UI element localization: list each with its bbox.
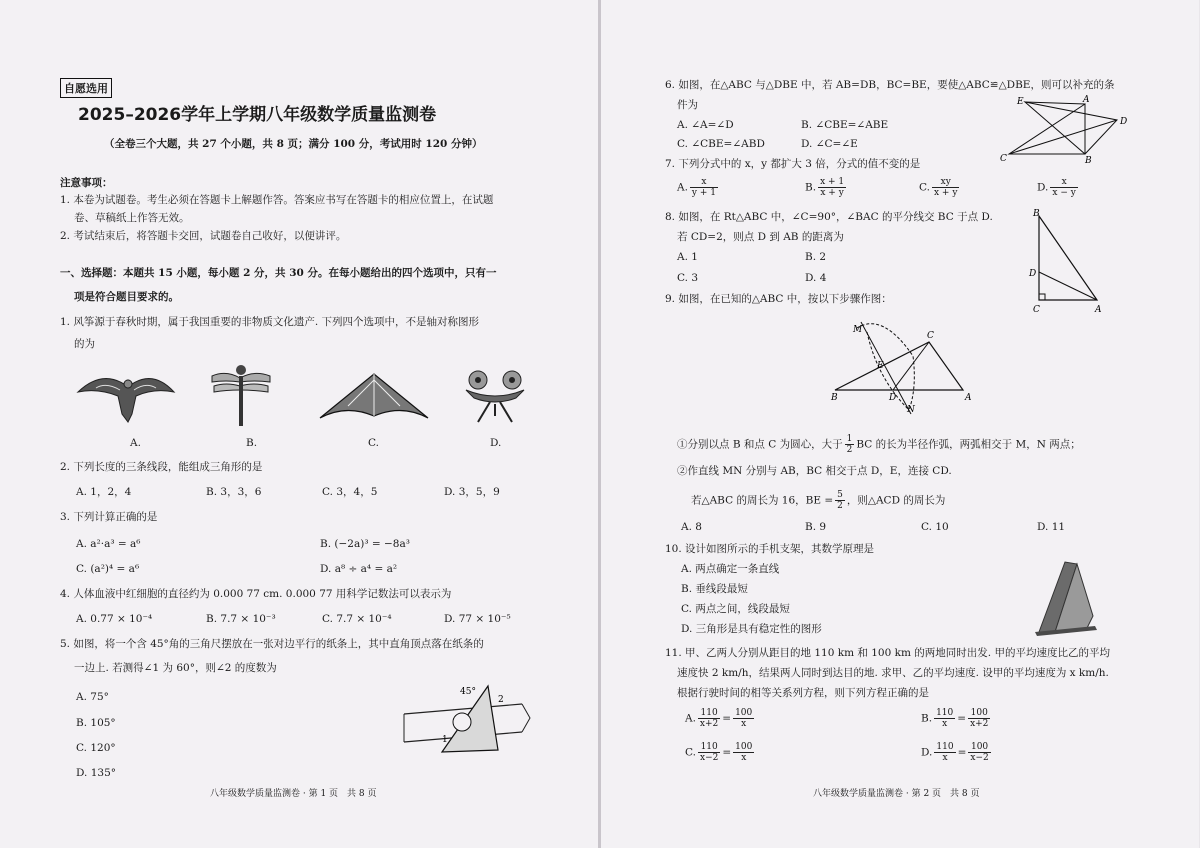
- q5-text: 5. 如图，将一个含 45°角的三角尺摆放在一张对边平行的纸条上，其中直角顶点落在纸条的: [60, 638, 484, 650]
- note-1-line-2: 卷、草稿纸上作答无效。: [74, 212, 190, 224]
- q10-text: 10. 设计如图所示的手机支架，其数学原理是: [665, 543, 875, 555]
- q1-text: 1. 风筝源于春秋时期，属于我国重要的非物质文化遗产. 下列四个选项中，不是轴对称图形: [60, 316, 480, 328]
- q11-text-cont: 速度快 2 km/h，结果两人同时到达目的地. 求甲、乙的平均速度. 设甲的平均速度为 x km/h.: [677, 667, 1109, 679]
- q7-option-a: A. $\frac{x}{y + 1}$: [677, 177, 716, 198]
- q6-text: 6. 如图，在△ABC 与△DBE 中，若 AB=DB，BC=BE，要使△ABC≌△DBE，则可以补充的条: [665, 79, 1115, 91]
- q6-option-c: C. ∠CBE=∠ABD: [677, 138, 765, 150]
- q3-option-d: D. a⁸ ÷ a⁴ = a²: [320, 563, 398, 575]
- q1-option-b: B.: [246, 437, 258, 449]
- q8-right-triangle-figure: [1027, 208, 1107, 314]
- q9-option-a: A. 8: [681, 521, 702, 533]
- exam-page-2: [601, 0, 1199, 848]
- q8-text: 8. 如图，在 Rt△ABC 中，∠C=90°，∠BAC 的平分线交 BC 于点 D.: [665, 211, 993, 223]
- q10-option-b: B. 垂线段最短: [681, 583, 748, 595]
- q2-option-d: D. 3，5，9: [444, 486, 500, 498]
- q4-option-a: A. 0.77 × 10⁻⁴: [76, 613, 153, 625]
- q2-text: 2. 下列长度的三条线段，能组成三角形的是: [60, 461, 263, 473]
- q10-option-a: A. 两点确定一条直线: [681, 563, 780, 575]
- q6-text-cont: 件为: [677, 99, 698, 111]
- q3-option-c: C. (a²)⁴ = a⁶: [76, 563, 140, 575]
- q9-fig-label-n: N: [907, 405, 915, 415]
- q9-fig-label-e: E: [877, 361, 884, 371]
- q9-construction-figure: [827, 318, 977, 418]
- q11-option-d: D. $\frac{110}{x}$ = $\frac{100}{x-2}$: [921, 742, 989, 763]
- q5-option-b: B. 105°: [76, 717, 116, 729]
- q9-fig-label-m: M: [853, 325, 863, 335]
- q9-text: 9. 如图，在已知的△ABC 中，按以下步骤作图：: [665, 293, 892, 305]
- section-1-heading: 一、选择题：本题共 15 小题，每小题 2 分，共 30 分。在每小题给出的四个选项中，只有一: [60, 267, 497, 279]
- q7-option-b: B. $\frac{x + 1}{x + y}$: [805, 177, 845, 198]
- q7-option-d: D. $\frac{x}{x - y}$: [1037, 177, 1076, 198]
- q1-text-cont: 的为: [74, 338, 95, 350]
- q6-option-b: B. ∠CBE=∠ABE: [801, 119, 889, 131]
- q3-option-a: A. a²·a³ = a⁶: [76, 538, 141, 550]
- note-2: 2. 考试结束后，将答题卡交回，试题卷自己收好，以便讲评。: [60, 230, 347, 242]
- q4-option-d: D. 77 × 10⁻⁵: [444, 613, 511, 625]
- q9-step-1: ①分别以点 B 和点 C 为圆心，大于 $\frac{1}{2}$ BC 的长为半径作弧，两弧相交于 M，N 两点；: [677, 434, 1081, 455]
- q6-fig-label-c: C: [1000, 154, 1007, 164]
- q11-option-a: A. $\frac{110}{x+2}$ = $\frac{100}{x}$: [685, 708, 753, 729]
- q9-option-d: D. 11: [1037, 521, 1066, 533]
- kite-dragonfly-figure: [210, 362, 272, 428]
- q6-fig-label-e: E: [1017, 97, 1024, 107]
- q11-option-b: B. $\frac{110}{x}$ = $\frac{100}{x+2}$: [921, 708, 989, 729]
- q8-fig-label-b: B: [1033, 209, 1040, 219]
- q2-option-c: C. 3，4，5: [322, 486, 378, 498]
- q6-fig-label-b: B: [1085, 156, 1092, 164]
- q4-text: 4. 人体血液中红细胞的直径约为 0.000 77 cm. 0.000 77 用科学记数法可以表示为: [60, 588, 452, 600]
- q11-text-cont-2: 根据行驶时间的相等关系列方程，则下列方程正确的是: [677, 687, 929, 699]
- q9-option-b: B. 9: [805, 521, 827, 533]
- q6-triangles-figure: [999, 94, 1135, 164]
- q1-option-d: D.: [490, 437, 502, 449]
- q5-option-d: D. 135°: [76, 767, 117, 779]
- q2-option-a: A. 1，2，4: [76, 486, 132, 498]
- q1-option-a: A.: [130, 437, 141, 449]
- q10-option-c: C. 两点之间，线段最短: [681, 603, 790, 615]
- q9-fig-label-b: B: [831, 393, 838, 403]
- q7-option-c: C. $\frac{xy}{x + y}$: [919, 177, 958, 198]
- q5-text-cont: 一边上. 若测得∠1 为 60°，则∠2 的度数为: [74, 662, 277, 674]
- q3-option-b: B. (−2a)³ = −8a³: [320, 538, 410, 550]
- q8-option-b: B. 2: [805, 251, 827, 263]
- q5-triangle-ruler-figure: [402, 680, 532, 760]
- q8-fig-label-a: A: [1095, 305, 1102, 314]
- notes-heading: 注意事项：: [60, 177, 113, 189]
- q5-fig-angle-1: 1: [442, 735, 448, 745]
- q7-text: 7. 下列分式中的 x，y 都扩大 3 倍，分式的值不变的是: [665, 158, 921, 170]
- q6-option-a: A. ∠A=∠D: [677, 119, 734, 131]
- exam-subtitle: （全卷三个大题，共 27 个小题，共 8 页；满分 100 分，考试用时 120 分钟）: [104, 138, 483, 150]
- q11-option-c: C. $\frac{110}{x-2}$ = $\frac{100}{x}$: [685, 742, 753, 763]
- q2-option-b: B. 3，3，6: [206, 486, 262, 498]
- page-1-footer: 八年级数学质量监测卷 · 第 1 页 共 8 页: [210, 789, 377, 799]
- q8-option-a: A. 1: [677, 251, 698, 263]
- q3-text: 3. 下列计算正确的是: [60, 511, 158, 523]
- q9-fig-label-d: D: [889, 393, 897, 403]
- q6-option-d: D. ∠C=∠E: [801, 138, 858, 150]
- q5-fig-45deg: 45°: [460, 687, 476, 697]
- kite-delta-figure: [318, 370, 430, 422]
- q8-option-d: D. 4: [805, 272, 827, 284]
- q6-fig-label-a: A: [1083, 95, 1090, 105]
- page-2-footer: 八年级数学质量监测卷 · 第 2 页 共 8 页: [813, 789, 980, 799]
- q8-fig-label-c: C: [1033, 305, 1040, 314]
- q5-fig-angle-2: 2: [498, 695, 504, 705]
- q9-condition: 若△ABC 的周长为 16，BE = $\frac{5}{2}$ ，则△ACD 的周长为: [691, 490, 946, 511]
- exam-page-1: [0, 0, 598, 848]
- q5-option-a: A. 75°: [76, 691, 109, 703]
- q4-option-c: C. 7.7 × 10⁻⁴: [322, 613, 392, 625]
- exam-title: 2025–2026学年上学期八年级数学质量监测卷: [78, 105, 437, 125]
- kite-eagle-figure: [76, 362, 176, 424]
- note-1-line-1: 1. 本卷为试题卷。考生必须在答题卡上解题作答。答案应书写在答题卡的相应位置上，在试题: [60, 194, 494, 206]
- q9-fig-label-c: C: [927, 331, 934, 341]
- q8-fig-label-d: D: [1029, 269, 1037, 279]
- q8-text-cont: 若 CD=2，则点 D 到 AB 的距离为: [677, 231, 844, 243]
- q11-text: 11. 甲、乙两人分别从距目的地 110 km 和 100 km 的两地同时出发. 甲的平均速度比乙的平均: [665, 647, 1110, 659]
- q6-fig-label-d: D: [1120, 117, 1128, 127]
- q8-option-c: C. 3: [677, 272, 699, 284]
- q9-fig-label-a: A: [965, 393, 972, 403]
- kite-swallow-figure: [460, 366, 530, 424]
- phone-stand-figure: [1025, 556, 1105, 636]
- q10-option-d: D. 三角形是具有稳定性的图形: [681, 623, 822, 635]
- voluntary-use-tag: 自愿选用: [60, 78, 112, 98]
- q9-option-c: C. 10: [921, 521, 949, 533]
- q5-option-c: C. 120°: [76, 742, 116, 754]
- q4-option-b: B. 7.7 × 10⁻³: [206, 613, 276, 625]
- section-1-heading-cont: 项是符合题目要求的。: [74, 291, 179, 303]
- q9-step-2: ②作直线 MN 分别与 AB，BC 相交于点 D，E，连接 CD.: [677, 465, 952, 477]
- q1-option-c: C.: [368, 437, 379, 449]
